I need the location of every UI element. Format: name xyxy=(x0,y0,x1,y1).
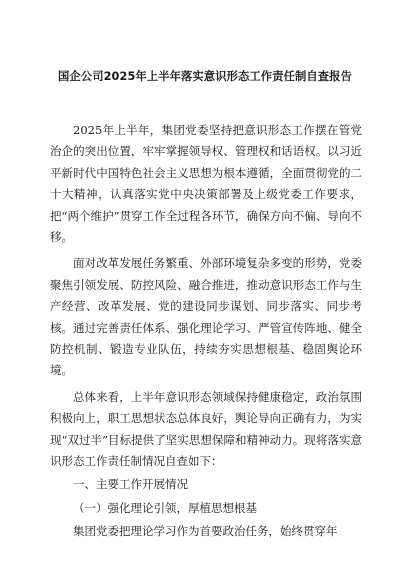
subsection-paragraph: 集团党委把理论学习作为首要政治任务，始终贯穿年 xyxy=(73,524,338,539)
report-body xyxy=(50,120,362,543)
subsection-heading: （一）强化理论引领，厚植思想根基 xyxy=(73,500,257,515)
section-heading: 一、主要工作开展情况 xyxy=(73,476,188,491)
intro-paragraph: 2025年上半年，集团党委坚持把意识形态工作摆在管党治企的突出位置，牢牢掌握领导权、管理权和话语权。以习近平新时代中国特色社会主义思想为根本遵循，全面贯彻党的二十大精神，认真落实党中央决策部署及上级党委工作要求，把“两个维护”贯穿工作全过程各环节，确保方向不偏、导向不移。 xyxy=(50,123,362,245)
summary-paragraph: 总体来看，上半年意识形态领域保持健康稳定，政治氛围积极向上，职工思想状态总体良好，舆论导向正确有力，为实现“双过半”目标提供了坚实思想保障和精神动力。现将落实意识形态工作责任制情况自查如下： xyxy=(50,389,362,469)
context-paragraph: 面对改革发展任务繁重、外部环境复杂多变的形势，党委聚焦引领发展、防控风险、融合推进，推动意识形态工作与生产经营、改革发展、党的建设同步谋划、同步落实、同步考核。通过完善责任体系、强化理论学习、严管宣传阵地、健全防控机制、锻造专业队伍，持续夯实思想根基、稳固舆论环境。 xyxy=(50,256,362,378)
report-title: 国企公司2025年上半年落实意识形态工作责任制自查报告 xyxy=(58,70,352,83)
